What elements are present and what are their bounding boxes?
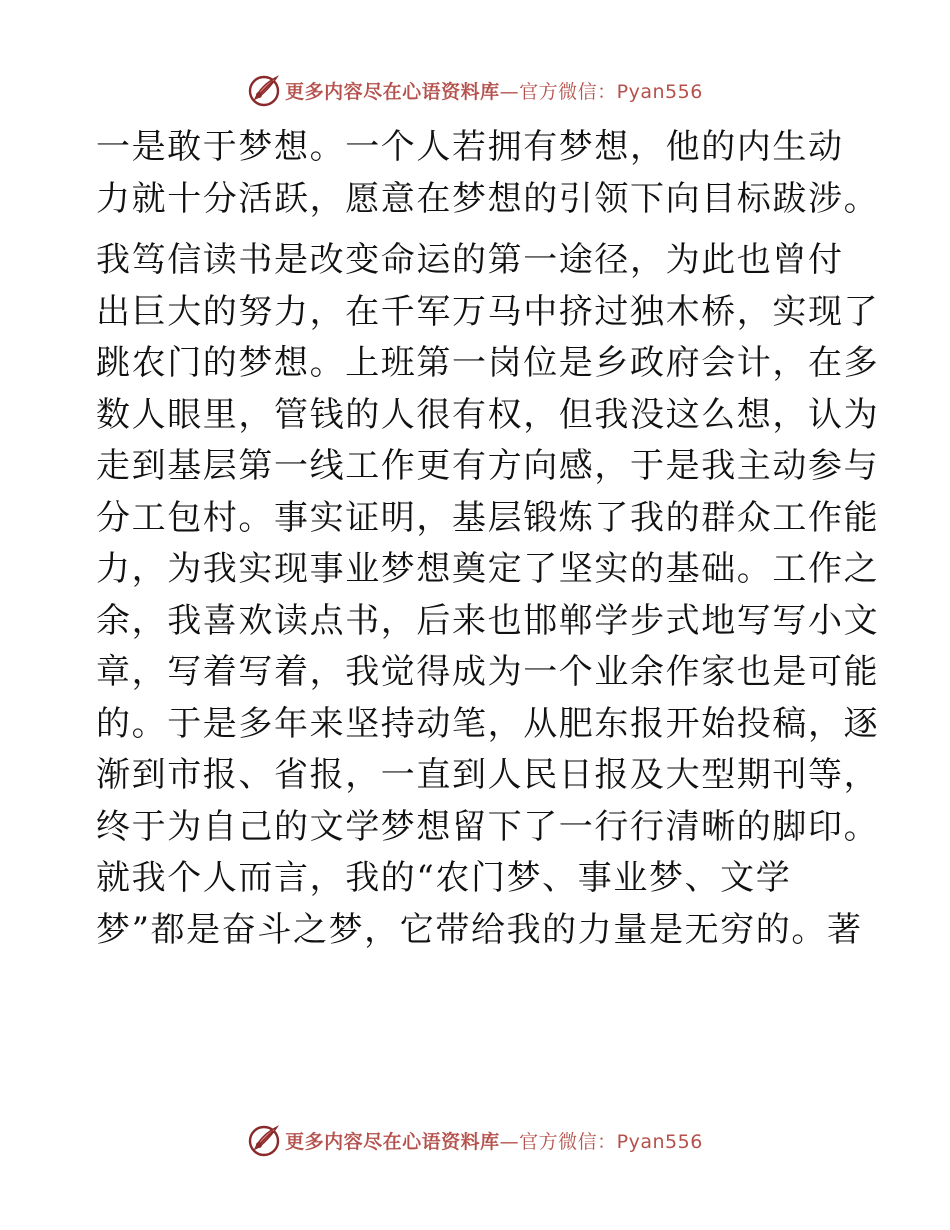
banner-text [285,1127,703,1154]
quill-pen-logo-icon [247,1123,281,1157]
text-line: 数人眼里，管钱的人很有权，但我没这么想，认为 [96,394,880,435]
text-line: 的。于是多年来坚持动笔，从肥东报开始投稿，逐 [96,703,880,744]
banner-contact: 官方微信：Pyan556 [519,1130,703,1153]
banner-title: 更多内容尽在心语资料库 [285,1130,500,1153]
paragraph-2 [96,235,880,956]
paragraph-1 [96,122,880,225]
text-line: 梦”都是奋斗之梦，它带给我的力量是无穷的。著 [96,909,863,950]
text-line: 我笃信读书是改变命运的第一途径，为此也曾付 [96,240,844,280]
text-line: 出巨大的努力，在千军万马中挤过独木桥，实现了 [96,291,880,332]
document-body [96,122,880,956]
text-line: 余，我喜欢读点书，后来也邯郸学步式地写写小文 [96,600,880,641]
text-line: 就我个人而言，我的“农门梦、事业梦、文学 [96,858,792,898]
text-line: 力，为我实现事业梦想奠定了坚实的基础。工作之 [96,549,880,589]
banner-separator: — [499,1130,520,1153]
text-line: 渐到市报、省报，一直到人民日报及大型期刊等， [96,755,880,795]
text-line: 分工包村。事实证明，基层锻炼了我的群众工作能 [96,497,880,538]
banner-separator: — [499,80,520,103]
text-line: 走到基层第一线工作更有方向感，于是我主动参与 [96,446,880,486]
banner-text [285,77,703,104]
text-line: 终于为自己的文学梦想留下了一行行清晰的脚印。 [96,806,880,847]
header-banner [0,70,950,110]
text-line: 力就十分活跃，愿意在梦想的引领下向目标跋涉。 [96,178,880,219]
text-line: 跳农门的梦想。上班第一岗位是乡政府会计，在多 [96,343,880,383]
text-line: 章，写着写着，我觉得成为一个业余作家也是可能 [96,652,880,692]
quill-pen-logo-icon [247,73,281,107]
footer-banner [0,1120,950,1160]
banner-contact: 官方微信：Pyan556 [519,80,703,103]
banner-title: 更多内容尽在心语资料库 [285,80,500,103]
text-line: 一是敢于梦想。一个人若拥有梦想，他的内生动 [96,127,844,167]
